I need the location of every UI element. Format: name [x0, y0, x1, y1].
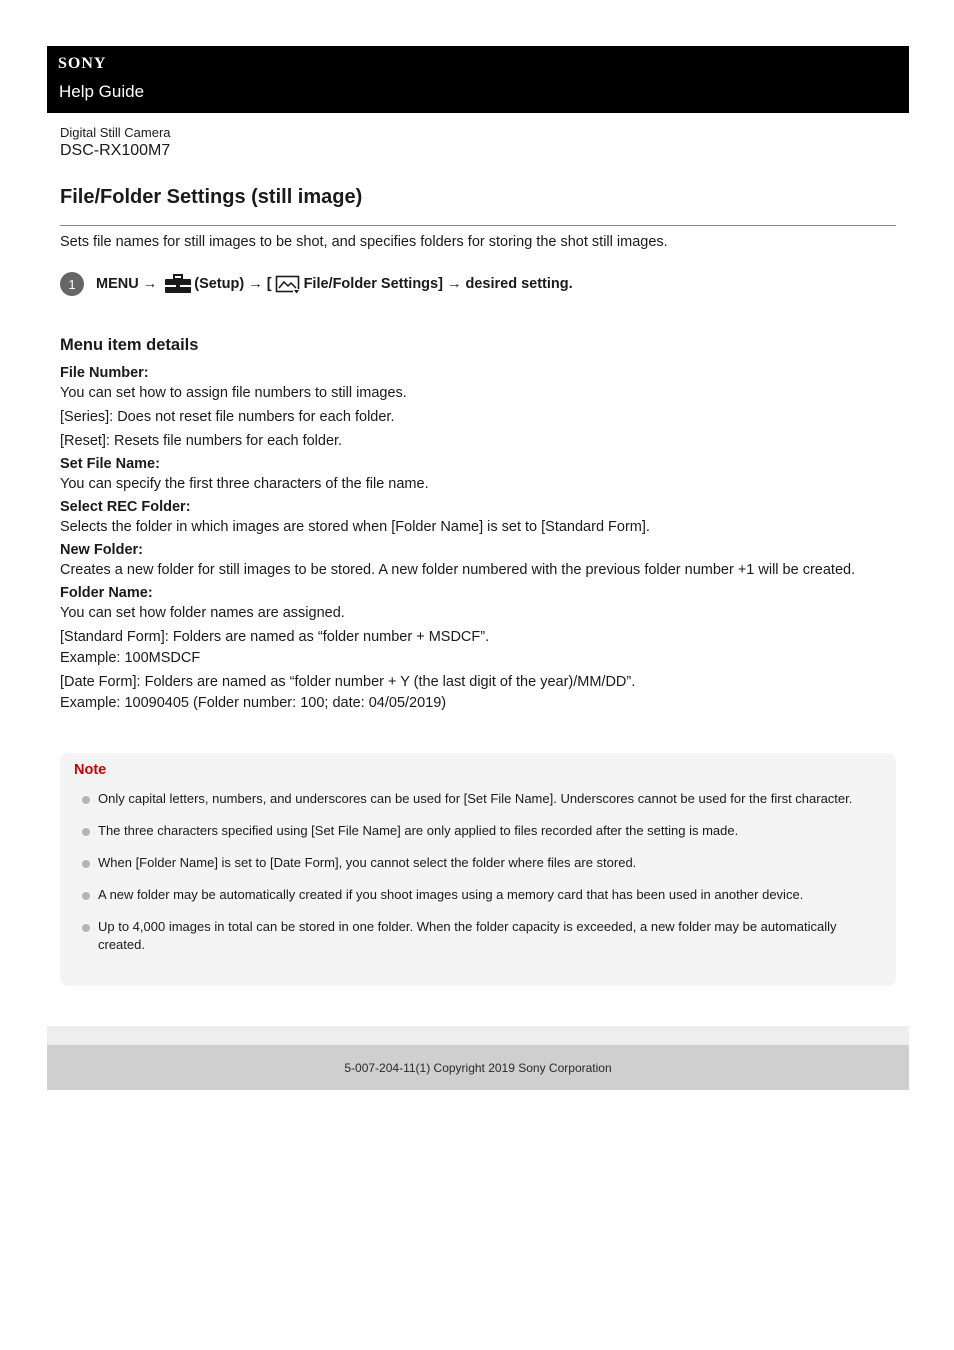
note-title: Note: [74, 762, 107, 778]
copyright-text: 5-007-204-11(1) Copyright 2019 Sony Corporation: [344, 1060, 612, 1075]
note-list: [80, 790, 880, 968]
footer-band: [47, 1026, 909, 1045]
note-item: [80, 918, 880, 954]
step-text-menu: MENU →: [96, 276, 158, 292]
setup-toolbox-icon: [164, 274, 192, 294]
help-guide-title: Help Guide: [59, 82, 145, 101]
menu-item-details-heading: Menu item details: [60, 336, 199, 354]
page-footer: [47, 1045, 909, 1090]
folder-name-standard-option: [Standard Form]: Folders are named as “folder number + MSDCF”.: [60, 629, 490, 645]
page-intro: Sets file names for still images to be shot, and specifies folders for storing the shot still images.: [60, 234, 668, 250]
new-folder-term: New Folder:: [60, 542, 143, 558]
step-number-badge: 1: [60, 272, 84, 296]
bullet-icon: [82, 860, 90, 868]
note-item: [80, 822, 880, 840]
file-number-description: You can set how to assign file numbers to still images.: [60, 385, 407, 401]
select-rec-folder-description: Selects the folder in which images are stored when [Folder Name] is set to [Standard Form].: [60, 519, 650, 535]
bullet-icon: [82, 796, 90, 804]
bullet-icon: [82, 892, 90, 900]
set-file-name-term: Set File Name:: [60, 456, 160, 472]
folder-name-standard-example: Example: 100MSDCF: [60, 650, 201, 666]
note-item-text: Only capital letters, numbers, and underscores can be used for [Set File Name]. Underscores cannot be used for the first character.: [98, 791, 853, 806]
folder-name-description: You can set how folder names are assigned.: [60, 605, 345, 621]
select-rec-folder-term: Select REC Folder:: [60, 499, 191, 515]
bullet-icon: [82, 924, 90, 932]
menu-item-details: [60, 364, 896, 717]
set-file-name-description: You can specify the first three characters of the file name.: [60, 476, 429, 492]
note-item-text: A new folder may be automatically created if you shoot images using a memory card that has been used in another device.: [98, 887, 804, 902]
sony-logo[interactable]: SONY: [58, 55, 107, 72]
title-divider: [60, 225, 896, 226]
note-item: [80, 886, 880, 904]
folder-name-date-example: Example: 10090405 (Folder number: 100; date: 04/05/2019): [60, 695, 447, 711]
product-category: Digital Still Camera: [60, 125, 171, 140]
note-item: [80, 790, 880, 808]
folder-name-date-option: [Date Form]: Folders are named as “folder number + Y (the last digit of the year)/MM/DD”.: [60, 674, 636, 690]
new-folder-description: Creates a new folder for still images to be stored. A new folder numbered with the previous folder number +1 will be created.: [60, 562, 856, 578]
note-item-text: When [Folder Name] is set to [Date Form], you cannot select the folder where files are stored.: [98, 855, 637, 870]
bullet-icon: [82, 828, 90, 836]
note-box: [60, 753, 896, 986]
step-text-file-folder: File/Folder Settings] → desired setting.: [303, 276, 573, 292]
procedure-step: [60, 271, 573, 297]
site-header: [47, 46, 909, 113]
file-number-reset-option: [Reset]: Resets file numbers for each folder.: [60, 433, 343, 449]
note-item-text: The three characters specified using [Set File Name] are only applied to files recorded after the setting is made.: [98, 823, 739, 838]
product-model: DSC-RX100M7: [60, 142, 171, 159]
file-number-series-option: [Series]: Does not reset file numbers for each folder.: [60, 409, 395, 425]
page-title: File/Folder Settings (still image): [60, 186, 363, 208]
file-number-term: File Number:: [60, 365, 149, 381]
still-image-icon: [275, 274, 301, 294]
step-text-setup: (Setup) → [: [194, 276, 272, 292]
folder-name-term: Folder Name:: [60, 585, 153, 601]
note-item: [80, 854, 880, 872]
note-item-text: Up to 4,000 images in total can be stored in one folder. When the folder capacity is exceeded, a new folder may be automatically created.: [98, 919, 837, 952]
